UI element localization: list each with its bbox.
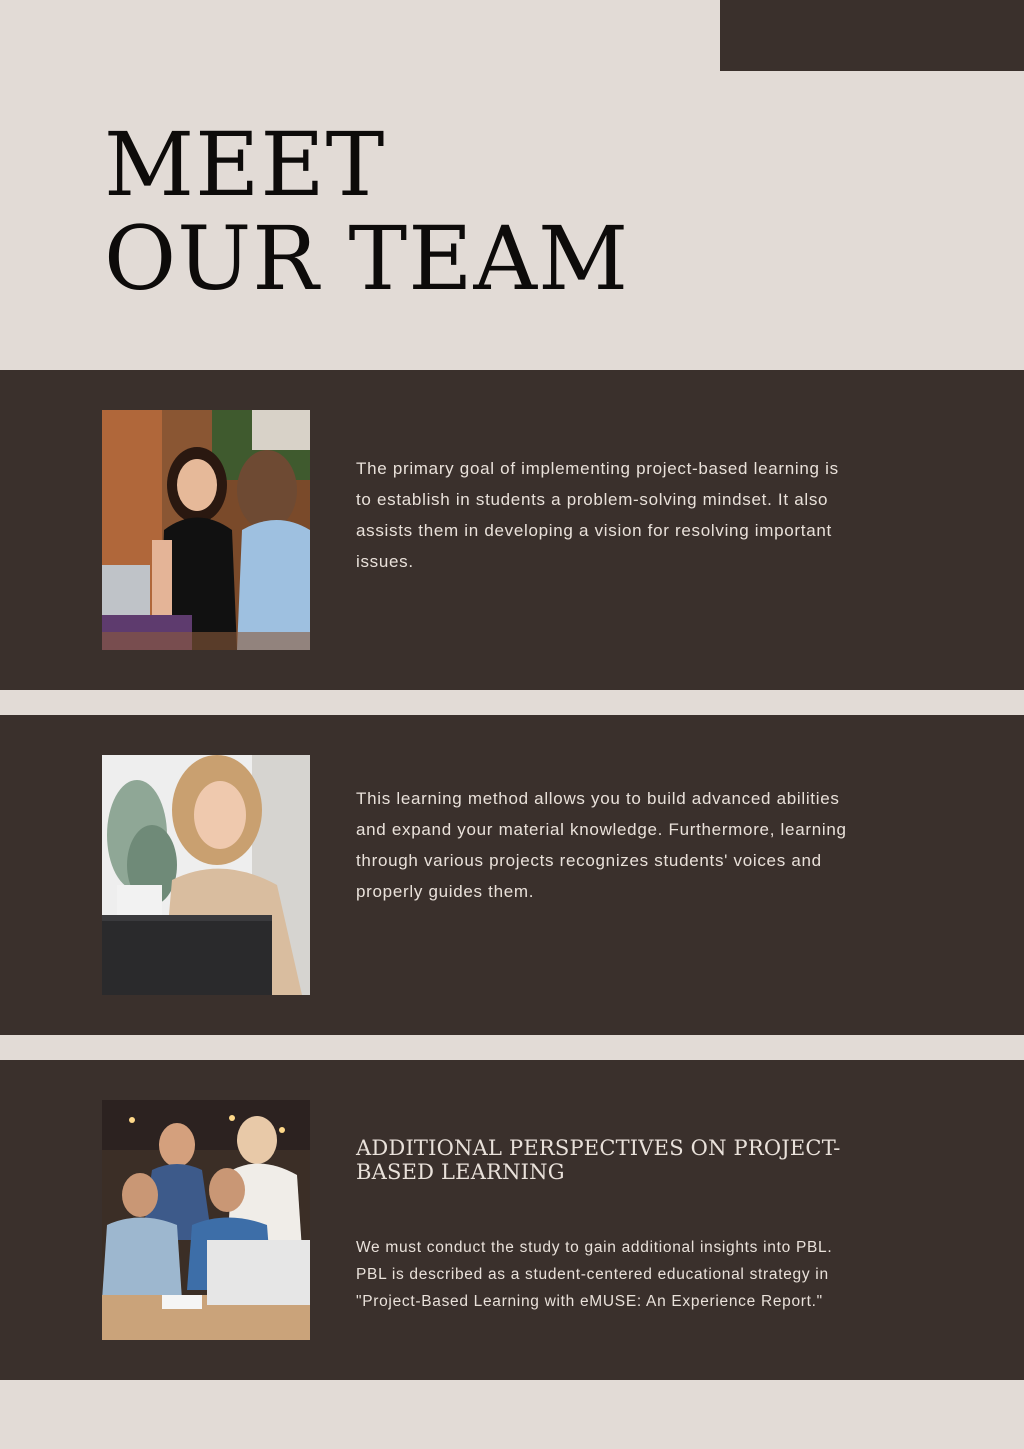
section-1-text: The primary goal of implementing project-based learning is to establish in students a problem-solving mindset. It also assists them in developing a vision for resolving important issues. xyxy=(356,459,839,571)
page-title xyxy=(104,113,630,310)
section-3-text: We must conduct the study to gain additional insights into PBL. PBL is described as a student-centered educational strategy in "Project-Based Learning with eMUSE: An Experience Report." xyxy=(356,1239,833,1310)
team-section-2 xyxy=(0,715,1024,1035)
title-line-2: OUR TEAM xyxy=(104,207,630,310)
team-section-3 xyxy=(0,1060,1024,1380)
section-1-photo xyxy=(102,410,310,650)
title-line-1: MEET xyxy=(104,113,386,216)
section-2-text: This learning method allows you to build advanced abilities and expand your material knowledge. Furthermore, learning through various projects recognizes students' voices and properly guides them. xyxy=(356,789,847,901)
section-3-heading: ADDITIONAL PERSPECTIVES ON PROJECT-BASED LEARNING xyxy=(356,1136,841,1184)
team-section-1 xyxy=(0,370,1024,690)
section-3-photo xyxy=(102,1100,310,1340)
section-2-photo xyxy=(102,755,310,995)
corner-accent-block xyxy=(720,0,1024,71)
